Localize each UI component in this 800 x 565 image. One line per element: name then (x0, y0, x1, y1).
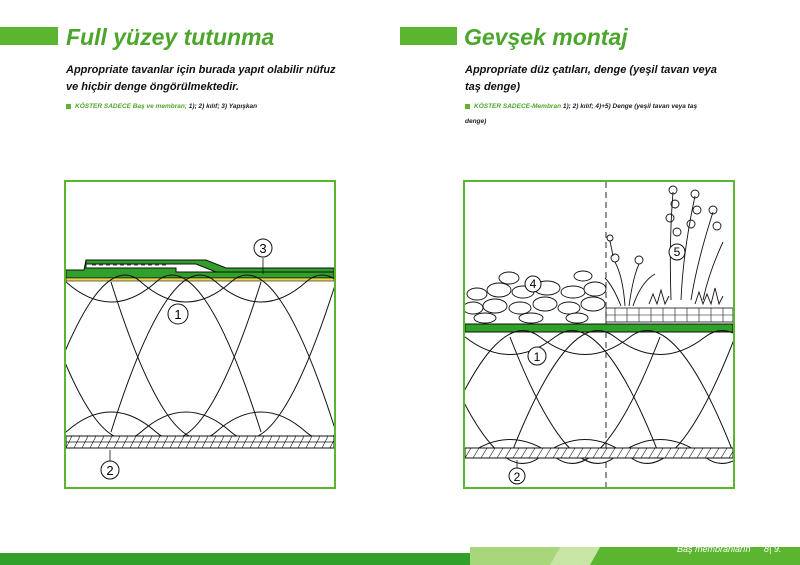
insulation-layer (66, 275, 334, 439)
left-subtitle-line1: Appropriate tavanlar için burada yapıt olabilir nüfuz (66, 64, 336, 76)
svg-text:5: 5 (673, 245, 681, 259)
right-legend-text-2: denge) (465, 118, 487, 125)
insulation-layer (465, 331, 733, 464)
right-header-bar (400, 27, 457, 45)
svg-text:4: 4 (529, 277, 537, 291)
bullet-square-icon (66, 104, 71, 109)
footer-section-label: Baş membranların (677, 544, 751, 554)
right-subtitle-line2: taş denge) (465, 81, 521, 93)
right-diagram-svg (465, 182, 733, 487)
adhesive-layer (66, 278, 334, 281)
callout-4 (525, 276, 541, 292)
svg-text:3: 3 (259, 241, 267, 256)
left-title: Full yüzey tutunma (66, 24, 275, 50)
svg-text:1: 1 (174, 307, 182, 322)
left-header-bar (0, 27, 58, 45)
right-legend-brand: KÖSTER SADECE-Membran (474, 103, 562, 110)
right-subtitle (465, 62, 765, 96)
left-subtitle-line2: ve hiçbir denge öngörülmektedir. (66, 81, 239, 93)
right-subtitle-line1: Appropriate düz çatıları, denge (yeşil tavan veya (465, 64, 717, 76)
callout-5 (669, 244, 685, 260)
callout-1 (528, 347, 546, 365)
plant-vegetation (605, 186, 723, 306)
right-legend-text-1: 1); 2) kılıf; 4)+5) Denge (yeşil tavan veya taş (561, 103, 698, 110)
left-legend-text: 1); 2) kılıf; 3) Yapışkan (186, 103, 258, 110)
right-legend (465, 99, 765, 129)
svg-text:1: 1 (533, 350, 541, 364)
svg-text:2: 2 (106, 463, 114, 478)
left-legend (66, 99, 366, 114)
bullet-square-icon (465, 104, 470, 109)
callout-1 (168, 304, 188, 324)
left-diagram-svg (66, 182, 334, 487)
page-number: 8| 9. (764, 544, 782, 554)
left-subtitle (66, 62, 366, 96)
right-title: Gevşek montaj (464, 24, 628, 50)
svg-text:2: 2 (513, 470, 521, 484)
left-legend-brand: KÖSTER SADECE Baş ve membran; (75, 103, 187, 110)
sheath-layer (465, 448, 733, 458)
left-diagram-panel (64, 180, 336, 489)
right-diagram-panel (463, 180, 735, 489)
callout-2 (101, 450, 119, 479)
